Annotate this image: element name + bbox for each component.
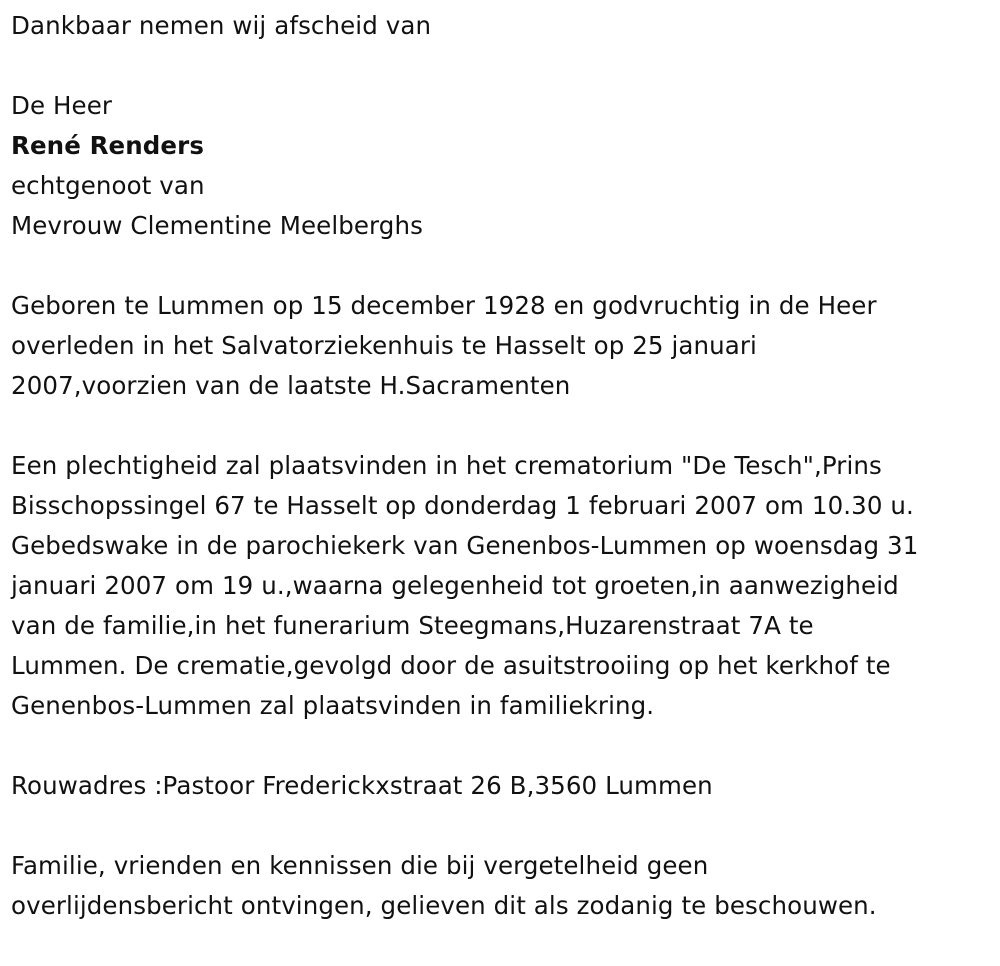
ceremony-paragraph — [11, 446, 986, 726]
intro-paragraph — [11, 0, 986, 46]
ceremony-line: Genenbos-Lummen zal plaatsvinden in familiekring. — [11, 691, 655, 720]
relation-text: echtgenoot van — [11, 171, 205, 200]
spouse-name: Mevrouw Clementine Meelberghs — [11, 211, 423, 240]
closing-line: Familie, vrienden en kennissen die bij vergetelheid geen — [11, 851, 709, 880]
ceremony-line: januari 2007 om 19 u.,waarna gelegenheid tot groeten,in aanwezigheid — [11, 571, 899, 600]
birth-death-line: 2007,voorzien van de laatste H.Sacramenten — [11, 371, 571, 400]
ceremony-line: van de familie,in het funerarium Steegmans,Huzarenstraat 7A te — [11, 611, 814, 640]
closing-line: overlijdensbericht ontvingen, gelieven dit als zodanig te beschouwen. — [11, 891, 877, 920]
ceremony-line: Een plechtigheid zal plaatsvinden in het crematorium "De Tesch",Prins — [11, 451, 882, 480]
honorific: De Heer — [11, 91, 113, 120]
address-paragraph — [11, 766, 986, 806]
birth-death-line: overleden in het Salvatorziekenhuis te Hasselt op 25 januari — [11, 331, 757, 360]
deceased-name: René Renders — [11, 131, 205, 160]
ceremony-line: Lummen. De crematie,gevolgd door de asuitstrooiing op het kerkhof te — [11, 651, 891, 680]
ceremony-line: Gebedswake in de parochiekerk van Genenbos-Lummen op woensdag 31 — [11, 531, 919, 560]
birth-death-line: Geboren te Lummen op 15 december 1928 en godvruchtig in de Heer — [11, 291, 877, 320]
closing-paragraph — [11, 846, 986, 926]
obituary-document — [11, 0, 986, 926]
ceremony-line: Bisschopssingel 67 te Hasselt op donderdag 1 februari 2007 om 10.30 u. — [11, 491, 914, 520]
mourning-address: Rouwadres :Pastoor Frederickxstraat 26 B,3560 Lummen — [11, 771, 713, 800]
birth-death-paragraph — [11, 286, 986, 406]
deceased-block — [11, 86, 986, 246]
intro-text: Dankbaar nemen wij afscheid van — [11, 11, 432, 40]
